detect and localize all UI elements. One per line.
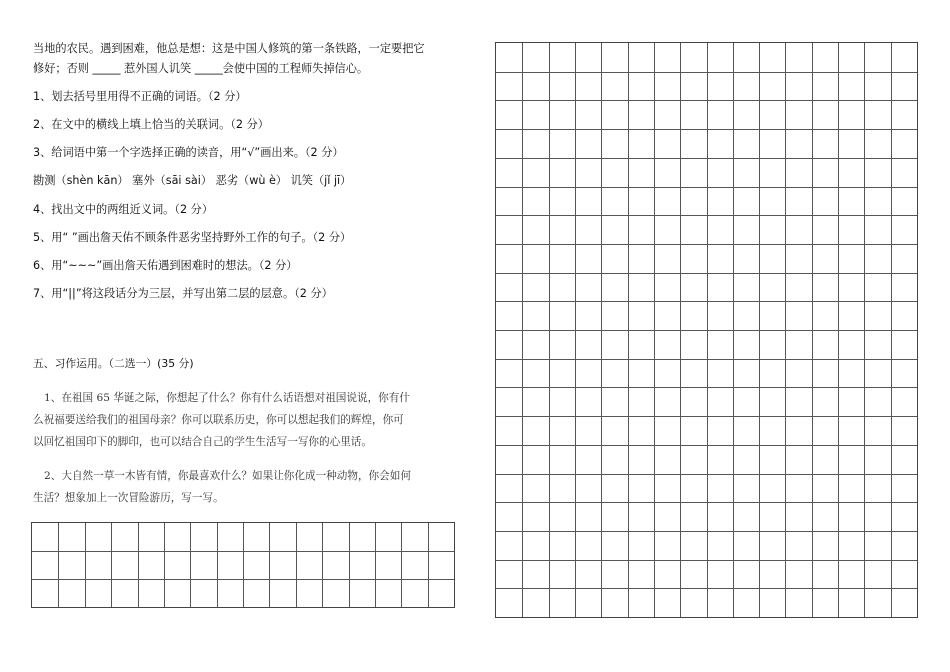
grid-row-line <box>496 215 917 216</box>
grid-column-line <box>111 523 112 607</box>
pinyin-choices: 勘测（shèn kān） 塞外（sāi sài） 恶劣（wù è） 讥笑（jǐ jī） <box>33 174 352 187</box>
option1-line-3: 以回忆祖国印下的脚印，也可以结合自己的学生生活写一写你的心里话。 <box>33 436 372 448</box>
grid-row-line <box>496 416 917 417</box>
question-5: 5、用“ ”画出詹天佑不顾条件恶劣坚持野外工作的句子。（2 分） <box>33 231 352 244</box>
passage-line-1: 当地的农民。遇到困难，他总是想：这是中国人修筑的第一条铁路，一定要把它 <box>33 42 425 55</box>
question-3: 3、给词语中第一个字选择正确的读音，用“√”画出来。（2 分） <box>33 146 344 159</box>
option1-line-2: 么祝福要送给我们的祖国母亲？你可以联系历史，你可以想起我们的辉煌，你可 <box>33 414 404 426</box>
grid-row-line <box>496 502 917 503</box>
grid-column-line <box>243 523 244 607</box>
grid-column-line <box>138 523 139 607</box>
grid-column-line <box>217 523 218 607</box>
grid-row-line <box>496 158 917 159</box>
question-6: 6、用“~~~”画出詹天佑遇到困难时的想法。（2 分） <box>33 259 298 272</box>
grid-column-line <box>428 523 429 607</box>
grid-row-line <box>496 387 917 388</box>
question-1: 1、划去括号里用得不正确的词语。（2 分） <box>33 90 247 103</box>
grid-row-line <box>32 579 454 580</box>
grid-row-line <box>496 531 917 532</box>
grid-row-line <box>496 359 917 360</box>
grid-row-line <box>496 129 917 130</box>
option1-line-1: 1、在祖国 65 华诞之际，你想起了什么？你有什么话语想对祖国说说，你有什 <box>44 392 410 404</box>
option2-line-1: 2、大自然一草一木皆有情，你最喜欢什么？如果让你化成一种动物，你会如何 <box>44 470 411 482</box>
section5-title: 五、习作运用。（二选一）(35 分) <box>33 357 194 370</box>
grid-row-line <box>496 474 917 475</box>
grid-row-line <box>496 100 917 101</box>
grid-row-line <box>496 301 917 302</box>
grid-column-line <box>322 523 323 607</box>
grid-column-line <box>401 523 402 607</box>
passage-line-2: 修好；否则 _____ 惹外国人讥笑 _____会使中国的工程师失掉信心。 <box>33 62 369 75</box>
grid-row-line <box>496 72 917 73</box>
grid-row-line <box>496 445 917 446</box>
grid-row-line <box>496 330 917 331</box>
grid-row-line <box>496 244 917 245</box>
grid-row-line <box>32 551 454 552</box>
question-2: 2、在文中的横线上填上恰当的关联词。（2 分） <box>33 118 269 131</box>
writing-grid-small[interactable] <box>31 522 455 608</box>
grid-column-line <box>349 523 350 607</box>
grid-row-line <box>496 560 917 561</box>
grid-column-line <box>190 523 191 607</box>
grid-row-line <box>496 187 917 188</box>
grid-row-line <box>496 273 917 274</box>
question-7: 7、用“||”将这段话分为三层，并写出第二层的层意。（2 分） <box>33 287 333 300</box>
grid-column-line <box>58 523 59 607</box>
grid-column-line <box>164 523 165 607</box>
grid-column-line <box>375 523 376 607</box>
option2-line-2: 生活？想象加上一次冒险游历，写一写。 <box>33 492 224 504</box>
grid-column-line <box>269 523 270 607</box>
grid-row-line <box>496 588 917 589</box>
grid-column-line <box>296 523 297 607</box>
grid-column-line <box>85 523 86 607</box>
writing-grid-large[interactable] <box>495 42 918 618</box>
question-4: 4、找出文中的两组近义词。（2 分） <box>33 203 214 216</box>
